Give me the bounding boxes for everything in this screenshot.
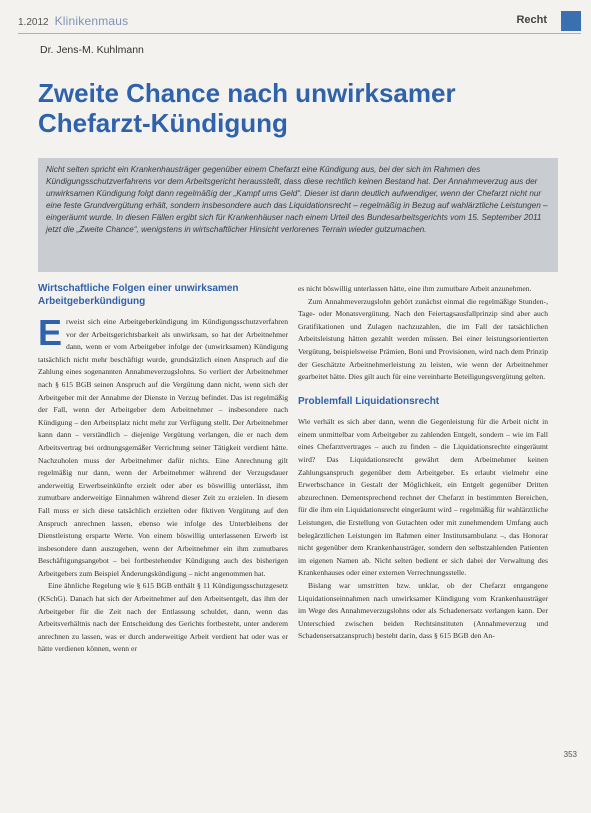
masthead: [18, 14, 128, 28]
teaser-text: Nicht selten spricht ein Krankenhausträger gegenüber einem Chefarzt eine Kündigung aus, bei der sich im Rahmen des Kündigungsschutzverfahrens vor dem Arbeitsgericht herausstellt, dass diese rechtlich keinen Bestand hat. Der Annahmeverzug aus der unwirksamen Kündigung folgt dann regelmäßig der „Kampf ums Geld“. Dieser ist dann deutlich aufwendiger, wenn der Chefarzt nicht nur eine feste Grundvergütung erhält, sondern insbesondere auch das Liquidationsrecht – regelmäßig in Bezug auf wahlärztliche Leistungen – eingeräumt wurde. In diesen Fällen ergibt sich für Krankenhäuser nach einem Urteil des Bundesarbeitsgerichts vom 15. September 2011 jetzt die „Zweite Chance“, wenigstens in wirtschaftlicher Hinsicht verlorenes Terrain wieder gutzumachen.: [46, 165, 548, 234]
right-column: [298, 283, 548, 643]
right-paragraph-3: Wie verhält es sich aber dann, wenn die Gegenleistung für die Arbeit nicht in einem unmittelbar vom Arbeitgeber zu zahlenden Entgelt, sondern – wie im Fall eines Chefarztvertrages – auch zu finden – die Liquidationsrechte eingeräumt wird? Das Liquidationsrecht gewährt dem Arbeitnehmer keinen Zahlungsanspruch gegenüber dem Arbeitgeber. Es erlaubt vielmehr eine Erwerbschance in Gestalt der Möglichkeit, ein Entgelt gegenüber Dritten abzurechnen. Dementsprechend rechnet der Chefarzt in bestimmten Bereichen, für die ihm ein Liquidationsrecht eingeräumt wird – regelmäßig für wahlärztliche Leistungen, die Erstellung von Gutachten oder mit zunehmendem Umfang auch belegärztlichen Leistungen im Rahmen einer Institutsambulanz –, das Honorar nicht gegenüber dem Krankenhausträger, sondern den selbstzahlenden Patienten im eigenen Namen ab. Nicht selten bedient er sich dabei der Verwaltung des Krankenhauses oder einer externen Verrechnungsstelle.: [298, 417, 548, 578]
page-number: 353: [563, 750, 577, 759]
section-heading-liquidation: Problemfall Liquidationsrecht: [298, 395, 440, 407]
right-paragraph-2: Zum Annahmeverzugslohn gehört zunächst einmal die regelmäßige Stunden-, Tage- oder Monatsvergütung. Nach den Feiertagsausfallprinzip sind aber auch Gratifikationen und Zulagen nachzuzahlen, die im Fall der tatsächlichen Arbeitsleistung hätten gezahlt werden müssen. Bei einer leistungsorientierten Vergütung, beispielsweise Prämien, Boni und Provisionen, wird nach dem Prinzip der Geschätzte Arbeitnehmerleistung zu leisten, wie wenn der Arbeitnehmer gearbeitet hätte. Dies gilt auch für eine vereinbarte Beteiligungsvergütung gelten.: [298, 296, 548, 382]
header-divider: [18, 33, 581, 34]
drop-cap: E: [38, 312, 63, 353]
right-paragraph-1: es nicht böswillig unterlassen hätte, eine ihm zumutbare Arbeit anzunehmen.: [298, 284, 532, 293]
left-paragraph-1: rweist sich eine Arbeitgeberkündigung im Kündigungsschutzverfahren vor der Arbeitsgerichtsbarkeit als unwirksam, so hat der Arbeitnehmer dann, wenn er vom Arbeitgeber infolge der (unwirksamen) Kündigung tatsächlich nicht mehr beschäftigt wurde, grundsätzlich einen Anspruch auf die Zahlung eines sogenannten Annahmeverzugslohns. So verliert der Arbeitnehmer nach § 615 BGB seinen Anspruch auf die Vergütung dann nicht, wenn sich der Arbeitgeber mit der Annahme der Dienste in Verzug befindet. Das ist regelmäßig der Fall, wenn der Arbeitgeber dem Arbeitnehmer – insbesondere nach Kündigung – den Arbeitsplatz nicht mehr zur Verfügung stellt. Der Arbeitnehmer kann dann – verständlich – diejenige Vergütung verlangen, die er nach dem Arbeitsvertrag bei ordnungsgemäßer Verrichtung seiner Tätigkeit verdient hätte. Nachzuholen muss der Arbeitnehmer dafür nichts. Eine Anrechnung gilt regelmäßig nur dann, wenn der Arbeitnehmer während der Verzugsdauer anderweitig Erwerbseinkünfte erzielt oder aber es böswillig unterlässt, ihm zumutbare anderweitige Einnahmen während dieser Zeit zu erzielen. In diesem Fall muss er sich diese tatsächlich erzielten oder fiktiven Vergütung auf den Anspruch anrechnen lassen, ebenso wie infolge des Unterbleibens der Dienstleistung ersparte Werte. Von einem böswillig unterlassenen Erwerb ist insbesondere dann auszugehen, wenn der Arbeitnehmer ein ihm zumutbares Beschäftigungsangebot – bei fortbestehender Kündigung auch des bisherigen Arbeitgebers zum Beispiel Änderungskündigung – nicht angenommen hat.: [38, 317, 288, 578]
section-heading-economic: Wirtschaftliche Folgen einer unwirksamen Arbeitgeberkündigung: [38, 283, 239, 307]
left-paragraph-2: Eine ähnliche Regelung wie § 615 BGB enthält § 11 Kündigungsschutzgesetz (KSchG). Danach hat sich der Arbeitnehmer auf den Arbeitsentgelt, das ihm der Arbeitgeber für die Zeit nach der Entlassung schuldet, dann, wenn das Arbeitsverhältnis nach der Entscheidung des Gerichts fortbesteht, unter anderem anrechnen zu lassen, was er durch anderweitige Arbeit verdient hat oder was er hätte verdienen können, wenn er: [38, 581, 288, 654]
title-line-2: Chefarzt-Kündigung: [38, 108, 288, 138]
magazine-logo: Klinikenmaus: [54, 14, 129, 28]
section-label: Recht: [516, 14, 547, 26]
article-title: [38, 78, 558, 138]
teaser-box: [38, 158, 558, 272]
issue-number: 1.2012: [18, 17, 49, 28]
left-column: [38, 283, 288, 656]
title-line-1: Zweite Chance nach unwirksamer: [38, 78, 456, 108]
section-marker-icon: [561, 11, 581, 31]
right-paragraph-4: Bislang war umstritten bzw. unklar, ob der Chefarzt entgangene Liquidationseinnahmen nach unwirksamer Kündigung vom Krankenhausträger im Wege des Annahmeverzugslohns oder als Schadenersatz verlangen kann. Der Unterschied zwischen beiden Rechtsinstituten (Annahmeverzug und Schadensersatzanspruch) besteht darin, dass § 615 BGB den An-: [298, 580, 548, 641]
author-name: Dr. Jens-M. Kuhlmann: [40, 44, 144, 56]
